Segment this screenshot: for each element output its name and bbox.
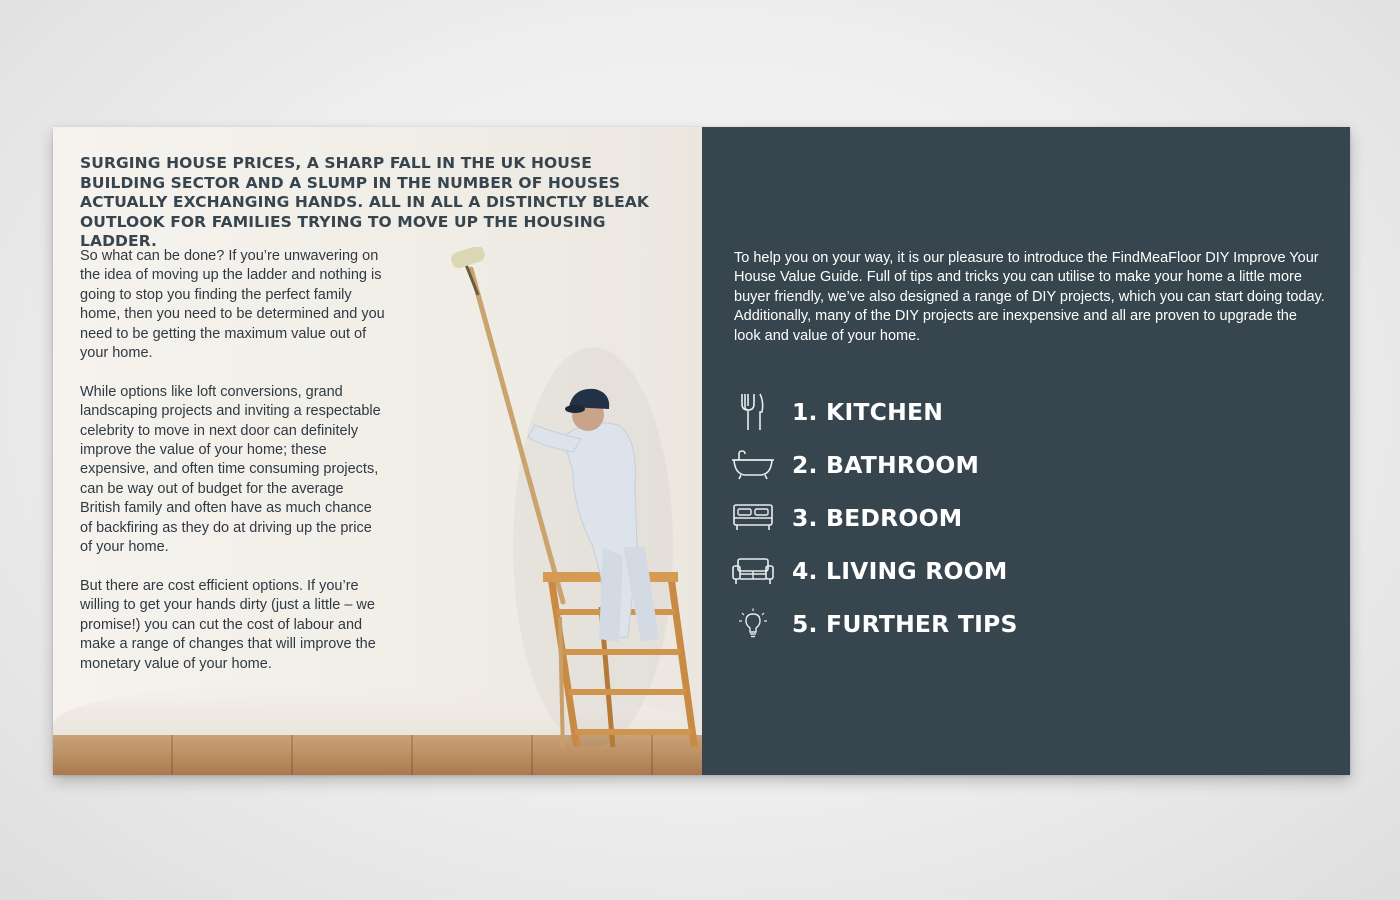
lightbulb-icon [730,604,776,644]
list-item-living-room[interactable] [730,544,1018,597]
paragraph-cost-efficient: But there are cost efficient options. If you’re willing to get your hands dirty (just a little – we promise!) you can cut the cost of labour and make a range of changes that will improve the monetary value of your home. [80,577,376,672]
list-item-kitchen[interactable] [730,385,1018,438]
room-label: 2. BATHROOM [792,450,980,479]
bed-icon [730,498,776,538]
sofa-icon [730,551,776,591]
room-list [730,385,1018,650]
list-item-bathroom[interactable] [730,438,1018,491]
brochure-spread [53,127,1350,775]
room-label: 4. LIVING ROOM [792,556,1008,585]
headline: SURGING HOUSE PRICES, A SHARP FALL IN THE UK HOUSE BUILDING SECTOR AND A SLUMP IN THE NUMBER OF HOUSES ACTUALLY EXCHANGING HANDS. ALL IN ALL A DISTINCTLY BLEAK OUTLOOK FOR FAMILIES TRYING TO MOVE UP THE HOUSING LADDER. [80,154,649,250]
cutlery-icon [730,392,776,432]
left-page [53,127,702,775]
right-page [702,127,1350,775]
body-text [80,247,385,693]
paragraph-options: While options like loft conversions, grand landscaping projects and inviting a respectable celebrity to move in next door can definitely improve the value of your home; these expensive, and often time consuming projects, can be way out of budget for the average British family and often have as much chance of backfiring as they do at driving up the price of your home. [80,383,381,556]
paragraph-intro: So what can be done? If you’re unwavering on the idea of moving up the ladder and nothing is going to stop you finding the perfect family home, then you need to be determined and you need to be getting the maximum value out of your home. [80,248,385,362]
painter-on-ladder-photo [423,247,702,747]
list-item-further-tips[interactable] [730,597,1018,650]
room-label: 1. KITCHEN [792,397,944,426]
room-label: 5. FURTHER TIPS [792,609,1018,638]
bathtub-icon [730,445,776,485]
list-item-bedroom[interactable] [730,491,1018,544]
room-label: 3. BEDROOM [792,503,963,532]
intro-paragraph: To help you on your way, it is our pleasure to introduce the FindMeaFloor DIY Improve Your House Value Guide. Full of tips and tricks you can utilise to make your home a little more buyer friendly, we’ve also designed a range of DIY projects, which you can start doing today. Additionally, many of the DIY projects are inexpensive and all are proven to upgrade the look and value of your home. [734,250,1325,344]
